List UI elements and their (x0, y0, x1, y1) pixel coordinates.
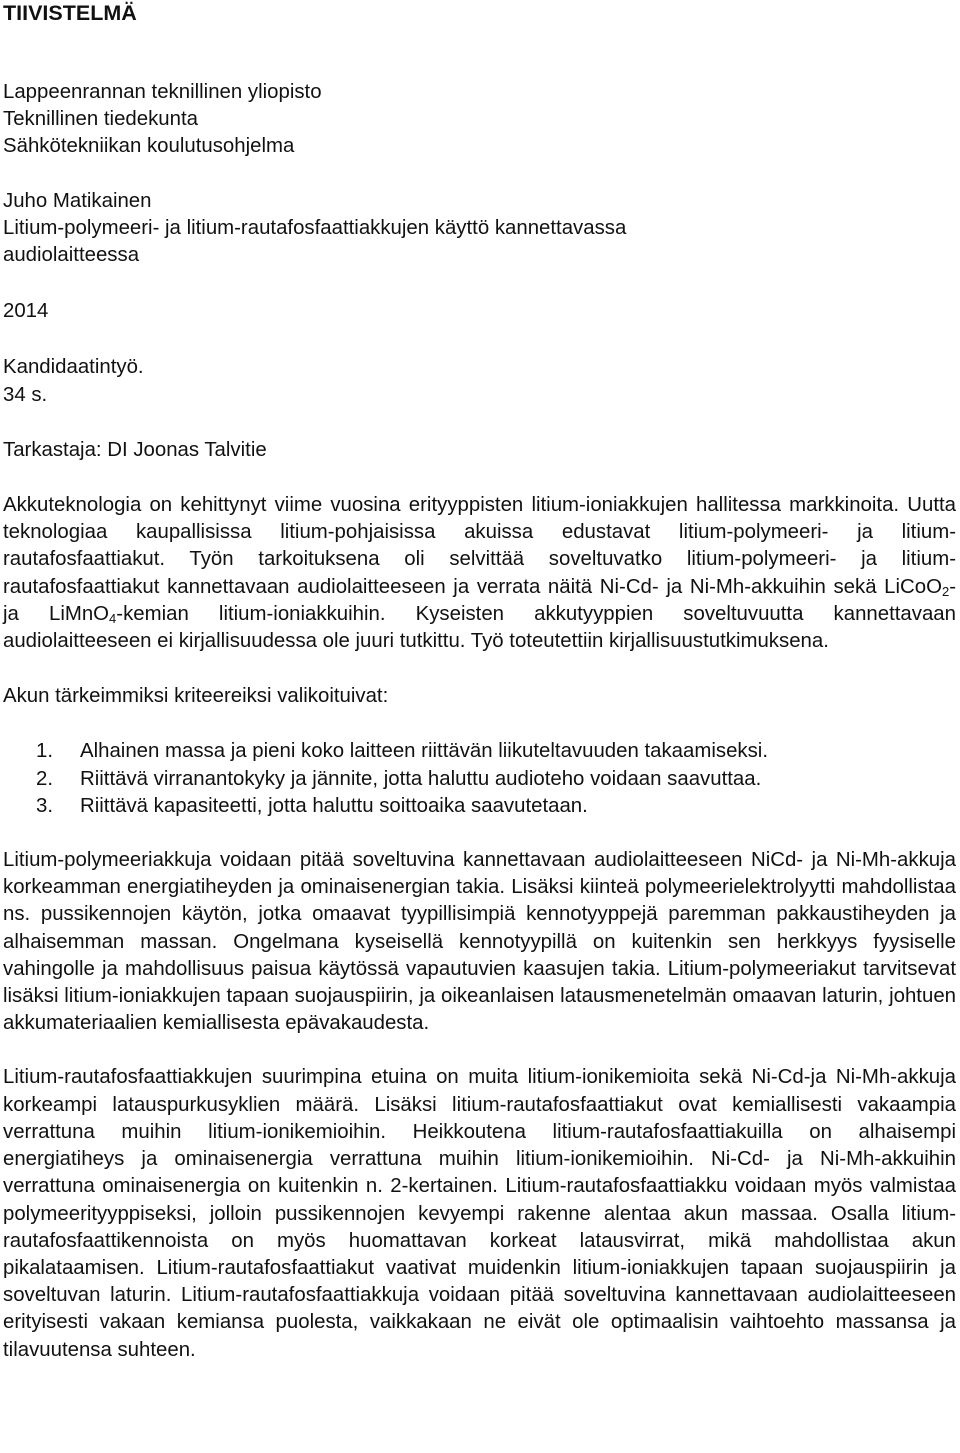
list-item (3, 793, 956, 820)
thesis-title-line-1: Litium-polymeeri- ja litium-rautafosfaattiakkujen käyttö kannettavassa (3, 216, 627, 239)
abstract-p1-text-c: -kemian litium-ioniakkuihin. Kyseisten akkutyyppien soveltuvuutta kannettavaan audiolaitteeseen ei kirjallisuudessa ole juuri tutkittu. Työ toteutettiin kirjallisuustutkimuksena. (3, 602, 956, 653)
abstract-paragraph-1 (3, 492, 956, 655)
examiner: Tarkastaja: DI Joonas Talvitie (3, 438, 267, 461)
list-item-number: 2. (36, 767, 54, 790)
list-item-number: 1. (36, 740, 54, 763)
page-heading: TIIVISTELMÄ (3, 1, 137, 25)
list-item-text: Alhainen massa ja pieni koko laitteen riittävän liikuteltavuuden takaamiseksi. (80, 740, 768, 763)
abstract-page (3, 0, 956, 1364)
page-count: 34 s. (3, 383, 48, 406)
list-item-text: Riittävä kapasiteetti, jotta haluttu soittoaika saavutetaan. (80, 794, 588, 817)
programme-name: Sähkötekniikan koulutusohjelma (3, 135, 295, 158)
abstract-p1-text-b: - ja LiMnO (3, 575, 956, 625)
subscript-2: 2 (941, 583, 950, 599)
thesis-type: Kandidaatintyö. (3, 356, 144, 379)
author-title-block (3, 188, 956, 270)
thesis-year: 2014 (3, 300, 49, 323)
thesis-title-line-2: audiolaitteessa (3, 244, 140, 267)
list-item (3, 738, 956, 765)
criteria-list (3, 738, 956, 820)
abstract-p1-text-a: Akkuteknologia on kehittynyt viime vuosina erityyppisten litium-ioniakkujen hallitessa markkinoita. Uutta teknologiaa kaupallisissa litium-pohjaisissa akuissa edustavat litium-polymeeri- ja litium-rautafosfaattiakut. Työn tarkoituksena oli selvittää soveltuvatko litium-polymeeri- ja litium-rautafosfaattiakut kannettavaan audiolaitteeseen ja verrata näitä Ni-Cd- ja Ni-Mh-akkuihin sekä LiCoO (3, 494, 956, 598)
criteria-intro: Akun tärkeimmiksi kriteereiksi valikoituivat: (3, 685, 389, 708)
abstract-paragraph-2: Litium-polymeeriakkuja voidaan pitää soveltuvina kannettavaan audiolaitteeseen NiCd- ja Ni-Mh-akkuja korkeamman energiatiheyden ja ominaisenergian takia. Lisäksi kiinteä polymeerielektrolyytti mahdollistaa ns. pussikennojen käytön, jotka omaavat tyypillisimpiä kennotyyppejä paremman pakkaustiheyden ja alhaisemman massan. Ongelmana kyseisellä kennotyypillä on kuitenkin sen herkkyys fyysiselle vahingolle ja mahdollisuus paisua käytössä vapautuvien kaasujen takia. Litium-polymeeriakut tarvitsevat lisäksi litium-ioniakkujen tapaan suojauspiirin, ja oikeanlaisen latausmenetelmän omaavan laturin, johtuen akkumateriaalien kemiallisesta epävakaudesta. (3, 849, 956, 1035)
subscript-4: 4 (109, 610, 117, 626)
abstract-paragraph-3: Litium-rautafosfaattiakkujen suurimpina etuina on muita litium-ionikemioita sekä Ni-Cd-ja Ni-Mh-akkuja korkeampi latauspurkusyklien määrä. Lisäksi litium-rautafosfaattiakut ovat kemiallisesti vakaampia verrattuna muihin litium-ionikemioihin. Heikkoutena litium-rautafosfaattiakuilla on alhaisempi energiatiheys ja ominaisenergia verrattuna muihin litium-ionikemioihin. Ni-Cd- ja Ni-Mh-akkuihin verrattuna ominaisenergia on kuitenkin n. 2-kertainen. Litium-rautafosfaattiakku voidaan myös valmistaa polymeerityyppiseksi, jolloin pussikennojen kevyempi rakenne alentaa akun massaa. Osalla litium-rautafosfaattikennoista on myös huomattavan korkeat latausvirrat, mikä mahdollistaa akun pikalataamisen. Litium-rautafosfaattiakut vaativat muidenkin litium-ioniakkujen tapaan suojauspiirin ja soveltuvan laturin. Litium-rautafosfaattiakkuja voidaan pitää soveltuvina kannettavaan audiolaitteeseen erityisesti vakaan kemiansa puolesta, vaikkakaan ne eivät ole optimaalisin vaihtoehto massansa ja tilavuutensa suhteen. (3, 1066, 956, 1361)
list-item (3, 766, 956, 793)
university-name: Lappeenrannan teknillinen yliopisto (3, 81, 322, 103)
thesis-info-block (3, 354, 956, 408)
author-name: Juho Matikainen (3, 189, 152, 212)
list-item-text: Riittävä virranantokyky ja jännite, jotta haluttu audioteho voidaan saavuttaa. (80, 767, 762, 790)
faculty-name: Teknillinen tiedekunta (3, 108, 198, 131)
list-item-number: 3. (36, 794, 54, 817)
institution-block (3, 79, 956, 161)
